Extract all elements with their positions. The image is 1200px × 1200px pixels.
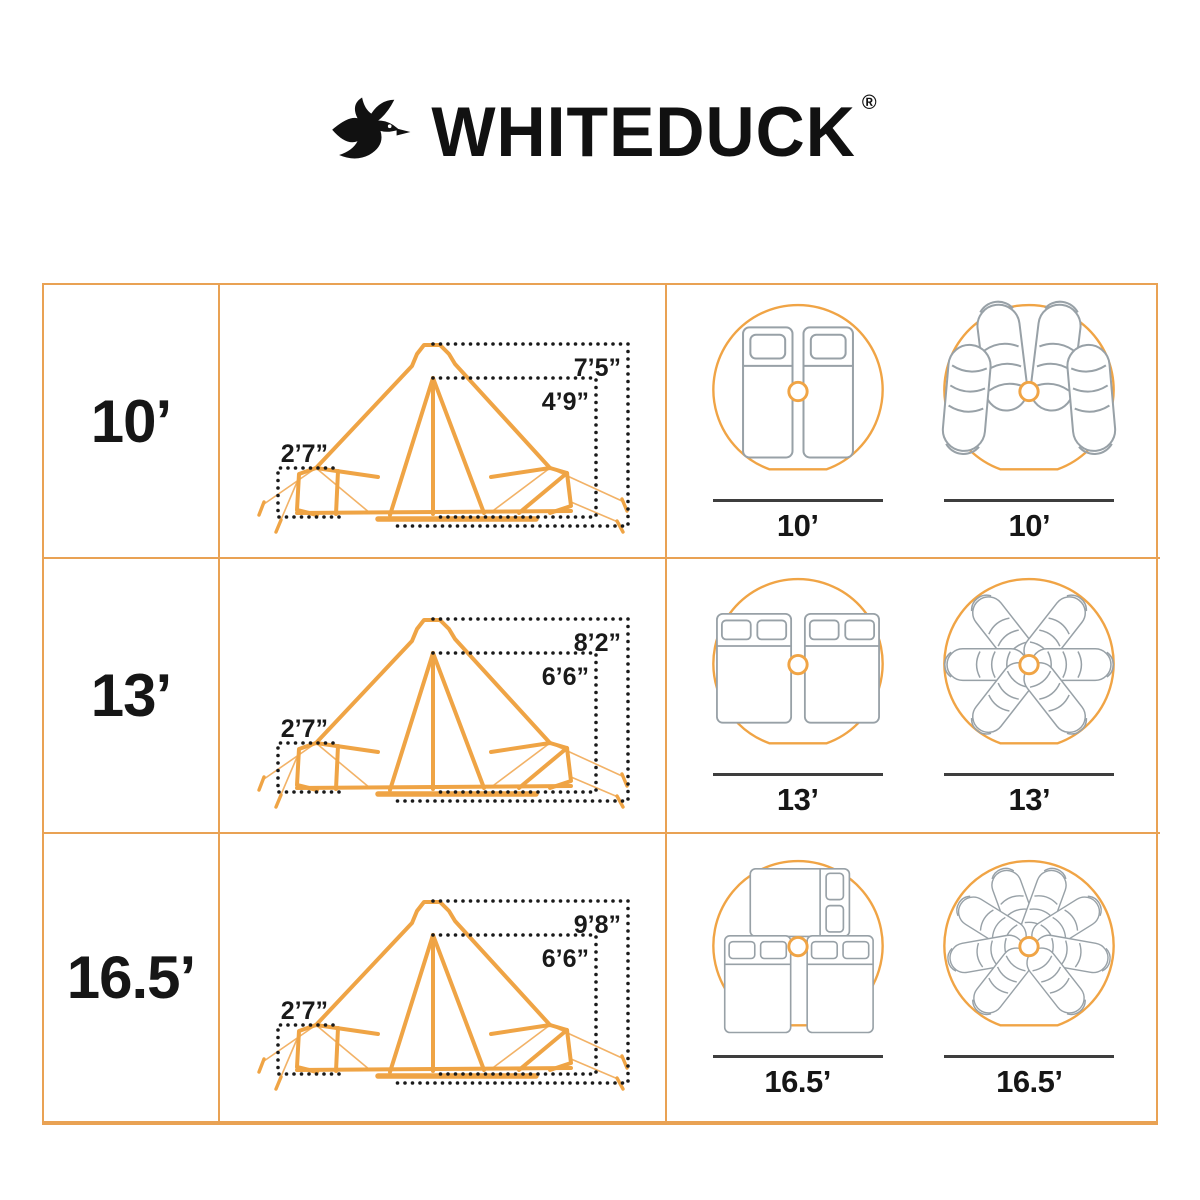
floor-plan-figure bbox=[928, 855, 1130, 1100]
twin-mattress-icon bbox=[743, 327, 792, 457]
brand-logo bbox=[0, 86, 1200, 178]
floor-plan-size-label: 13’ bbox=[776, 782, 819, 817]
center-pole-icon bbox=[1020, 382, 1038, 400]
duck-icon bbox=[323, 86, 415, 178]
floor-plan-figure bbox=[928, 573, 1130, 818]
ground-line bbox=[713, 1055, 883, 1058]
floor-plan-mattress-diagram bbox=[697, 573, 899, 769]
ground-line bbox=[944, 1055, 1114, 1058]
twin-mattress-icon bbox=[803, 327, 852, 457]
floor-plan-figure bbox=[697, 855, 899, 1100]
floor-plan-size-label: 13’ bbox=[1008, 782, 1051, 817]
floor-plan-mattress-diagram bbox=[697, 855, 899, 1051]
dimension-label-peak-height: 7’5” bbox=[573, 354, 621, 382]
size-label-cell bbox=[44, 834, 220, 1121]
queen-mattress-icon bbox=[717, 614, 791, 723]
tent-side-view-diagram bbox=[228, 571, 658, 821]
dimension-label-wall-height: 2’7” bbox=[280, 440, 328, 468]
floor-plan-size-label: 16.5’ bbox=[996, 1064, 1063, 1099]
dimension-label-wall-height: 2’7” bbox=[280, 996, 328, 1025]
dimension-label-wall-height: 2’7” bbox=[280, 714, 328, 743]
sleeping-bag-icon bbox=[1066, 343, 1117, 456]
floor-plan-sleeping-bag-diagram bbox=[928, 573, 1130, 769]
floor-plan-size-label: 16.5’ bbox=[764, 1064, 831, 1099]
dimension-label-inner-height: 6’6” bbox=[541, 944, 589, 973]
tent-side-view-cell bbox=[220, 559, 667, 834]
size-label-cell bbox=[44, 559, 220, 834]
tent-side-view-diagram bbox=[228, 853, 658, 1103]
floor-plan-figure bbox=[697, 299, 899, 544]
floor-plans-cell bbox=[667, 285, 1160, 559]
center-pole-icon bbox=[1020, 937, 1038, 955]
floor-plans-cell bbox=[667, 834, 1160, 1121]
floor-plan-sleeping-bag-diagram bbox=[928, 855, 1130, 1051]
dimension-label-inner-height: 6’6” bbox=[541, 662, 589, 691]
ground-line bbox=[713, 499, 883, 502]
tent-side-view-diagram bbox=[228, 296, 658, 546]
queen-mattress-icon bbox=[805, 614, 879, 723]
brand-name: WHITEDUCK bbox=[431, 92, 856, 172]
center-pole-icon bbox=[788, 937, 806, 955]
size-label: 16.5’ bbox=[66, 944, 196, 1011]
queen-mattress-icon bbox=[724, 936, 790, 1033]
size-label: 13’ bbox=[90, 662, 172, 729]
bell-tent-drawing bbox=[259, 344, 628, 532]
tent-side-view-cell bbox=[220, 834, 667, 1121]
queen-mattress-icon bbox=[750, 869, 849, 937]
bell-tent-drawing bbox=[259, 619, 628, 807]
floor-plan-sleeping-bag-diagram bbox=[928, 299, 1130, 495]
size-label: 10’ bbox=[90, 387, 172, 455]
sleeping-bag-icon bbox=[941, 343, 992, 456]
dimension-label-peak-height: 8’2” bbox=[573, 628, 621, 657]
registered-mark: ® bbox=[861, 92, 877, 114]
floor-plan-figure bbox=[928, 299, 1130, 544]
floor-plan-size-label: 10’ bbox=[1008, 507, 1051, 543]
floor-plan-size-label: 10’ bbox=[776, 507, 819, 543]
ground-line bbox=[944, 499, 1114, 502]
size-comparison-table bbox=[42, 283, 1158, 1125]
center-pole-icon bbox=[788, 382, 806, 400]
floor-plans-cell bbox=[667, 559, 1160, 834]
dimension-label-inner-height: 4’9” bbox=[541, 388, 589, 416]
ground-line bbox=[713, 773, 883, 776]
center-pole-icon bbox=[1020, 655, 1038, 673]
bell-tent-drawing bbox=[259, 901, 628, 1089]
size-label-cell bbox=[44, 285, 220, 559]
dimension-label-peak-height: 9’8” bbox=[573, 910, 621, 939]
center-pole-icon bbox=[788, 655, 806, 673]
tent-side-view-cell bbox=[220, 285, 667, 559]
floor-plan-figure bbox=[697, 573, 899, 818]
ground-line bbox=[944, 773, 1114, 776]
floor-plan-mattress-diagram bbox=[697, 299, 899, 495]
queen-mattress-icon bbox=[807, 936, 873, 1033]
